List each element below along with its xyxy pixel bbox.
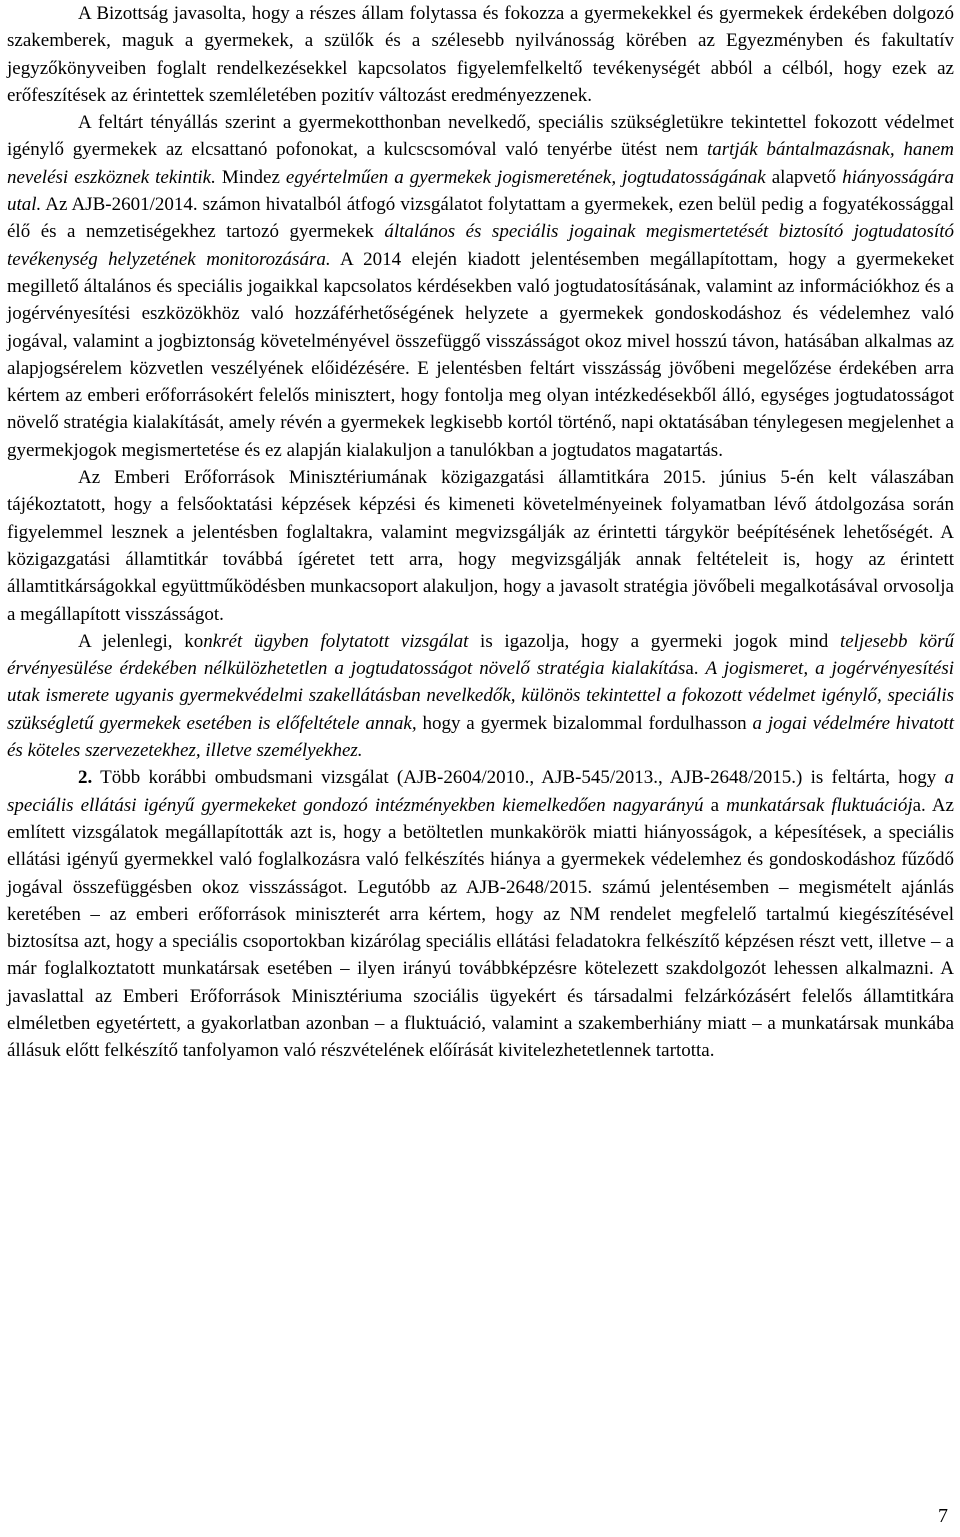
paragraph-2-ombudsmani-run: a speciális ellátási igényű gyermekeket gondozó intézményekben kiemelkedően nagyarányú xyxy=(7,767,954,816)
paragraph-jelenlegi-ugy-run: A jelenlegi, ko xyxy=(78,630,204,652)
paragraph-emberi-eroforrasok xyxy=(7,464,954,628)
page-number: 7 xyxy=(938,1505,948,1527)
paragraph-feltart-tenyallas xyxy=(7,109,954,464)
paragraph-feltart-tenyallas-run: tartják bántalmazásnak, hanem nevelési eszköznek tekintik. xyxy=(7,139,954,188)
paragraph-bizottsag-run: A Bizottság javasolta, hogy a részes állam folytassa és fokozza a gyermekekkel és gyermekek érdekében dolgozó szakemberek, maguk a gyermekek, a szülők és a szélesebb nyilvánosság körében az Egyezményben és fakultatív jegyzőkönyveiben foglalt rendelkezésekkel kapcsolatos figyelemfelkeltő tevékenységét abból a célból, hogy ezek az erőfeszítések az érintettek szemléletében pozitív változást eredményezzenek. xyxy=(7,3,954,106)
paragraph-feltart-tenyallas-run: A 2014 elején kiadott jelentésemben megállapítottam, hogy a gyermekeket megillető általános és speciális jogaikkal kapcsolatos kérdésekben való jogtudatosításának, valamint az információkhoz és a jogérvényesítési eszközökhöz való hozzáférhetőségének helyzete a gyermekek gondoskodáshoz és védelemhez való jogával, valamint a jogbiztonság követelményével összefüggő visszásságot okoz mivel hosszú távon, hatásában alkalmas az alapjogsérelem közvetlen veszélyének előidézésére. E jelentésben feltárt visszásság jövőbeni megelőzése érdekében arra kértem az emberi erőforrásokért felelős minisztert, hogy fontolja meg olyan intézkedésekből álló, egységes jogtudatosságot növelő stratégia kialakítását, amely révén a gyermekek legkisebb kortól történő, napi oktatásában ténylegesen megjelenhet a gyermekjogok megismertetése és ez alapján kialakuljon a tanulókban a jogtudatos magatartás. xyxy=(7,248,954,461)
paragraph-2-ombudsmani-run: 2. xyxy=(78,767,93,789)
paragraph-feltart-tenyallas-run: Az AJB-2601/2014. számon hivatalból átfogó vizsgálatot folytattam a gyermekek, ezen belül pedig a fogyatékossággal élő és a nemzetiségekhez tartozó gyermekek xyxy=(7,194,954,243)
paragraph-2-ombudsmani-run: a xyxy=(703,794,727,816)
paragraph-2-ombudsmani xyxy=(7,764,954,1064)
paragraph-feltart-tenyallas-run: hiányosságára utal. xyxy=(7,166,955,216)
paragraph-2-ombudsmani-run: a. Az említett vizsgálatok megállapították azt is, hogy a betöltetlen munkakörök miatti hiányosságok, a képesítések, a speciális ellátási igényű gyermekkel való foglalkozásra való felkészítés hiánya a gyermekek védelemhez és gondoskodáshoz fűződő jogával összefüggésben okoz visszásságot. Legutóbb az AJB-2648/2015. számú jelentésemben – megismételt ajánlás keretében – az emberi erőforrások miniszterét arra kértem, hogy az NM rendelet megfelelő tartalmú kiegészítésével biztosítsa azt, hogy a speciális csoportokban kizárólag speciális ellátási feladatokra felkészítő képzésen részt vett, illetve – a már foglalkoztatott munkatársak esetében – ilyen irányú továbbképzésre kötelezett szakdolgozót lehessen alkalmazni. A javaslattal az Emberi Erőforrások Minisztériuma szociális ügyekért és társadalmi felzárkózásért felelős államtitkára elméletben egyetértett, a gyakorlatban azonban – a fluktuáció, valamint a szakemberhiány miatt – a munkatársak munkába állásuk előtt felkészítő tanfolyamon való részvételének előírását kivitelezhetetlennek tartotta. xyxy=(7,794,954,1062)
paragraph-feltart-tenyallas-run: általános és speciális jogainak megismertetését biztosító jogtudatosító tevékenység helyzetének monitorozására. xyxy=(7,221,954,270)
paragraph-jelenlegi-ugy-run: a. xyxy=(685,658,706,680)
paragraph-jelenlegi-ugy-run: hogy a gyermek bizalommal fordulhasson xyxy=(416,712,753,734)
paragraph-bizottsag xyxy=(7,0,954,109)
paragraph-feltart-tenyallas-run: A feltárt tényállás szerint a gyermekotthonban nevelkedő, speciális szükségletükre tekintettel fokozott védelmet igénylő gyermekek az elcsattanó pofonokat, a kulcscsomóval való tenyérbe ütést nem xyxy=(7,112,954,161)
document-body xyxy=(7,0,954,1065)
paragraph-jelenlegi-ugy-run: nkrét ügyben folytatott vizsgálat xyxy=(203,630,469,652)
paragraph-jelenlegi-ugy-run: a jogai védelmére hivatott és köteles szervezetekhez, illetve személyekhez. xyxy=(7,712,954,762)
paragraph-emberi-eroforrasok-run: Az Emberi Erőforrások Minisztériumának közigazgatási államtitkára 2015. június 5-én kelt válaszában tájékoztatott, hogy a felsőoktatási képzések képzési és kimeneti követelményeinek folyamatban lévő átdolgozása során figyelemmel lesznek a jelentésben foglaltakra, valamint megvizsgálják az érintetti tárgykör beépítésének lehetőségét. A közigazgatási államtitkár továbbá ígéretet tett arra, hogy megvizsgálják annak feltételeit is, hogy az érintett államtitkárságokkal együttműködésben munkacsoport alakuljon, hogy a javasolt stratégia jövőbeli megalkotásával orvosolja a megállapított visszásságot. xyxy=(7,467,954,625)
paragraph-jelenlegi-ugy-run: is igazolja, hogy a gyermeki jogok mind xyxy=(468,630,840,652)
paragraph-jelenlegi-ugy-run: teljesebb körű érvényesülése érdekében nélkülözhetetlen a jogtudatosságot növelő stratégia kialakítás xyxy=(7,630,954,680)
paragraph-feltart-tenyallas-run: Mindez xyxy=(215,166,286,188)
paragraph-jelenlegi-ugy xyxy=(7,628,954,764)
paragraph-2-ombudsmani-run: munkatársak fluktuációj xyxy=(726,794,913,816)
paragraph-feltart-tenyallas-run: alapvető xyxy=(765,166,843,188)
paragraph-jelenlegi-ugy-run: A jogismeret, a jogérvényesítési utak ismerete ugyanis gyermekvédelmi szakellátásban nevelkedők, különös tekintettel a fokozott védelmet igénylő, speciális szükségletű gyermekek esetében is előfeltétele annak, xyxy=(7,658,954,734)
paragraph-2-ombudsmani-run: Több korábbi ombudsmani vizsgálat (AJB-2604/2010., AJB-545/2013., AJB-2648/2015.) is feltárta, hogy xyxy=(92,767,945,789)
paragraph-feltart-tenyallas-run: egyértelműen a gyermekek jogismeretének, jogtudatosságának xyxy=(285,166,766,188)
